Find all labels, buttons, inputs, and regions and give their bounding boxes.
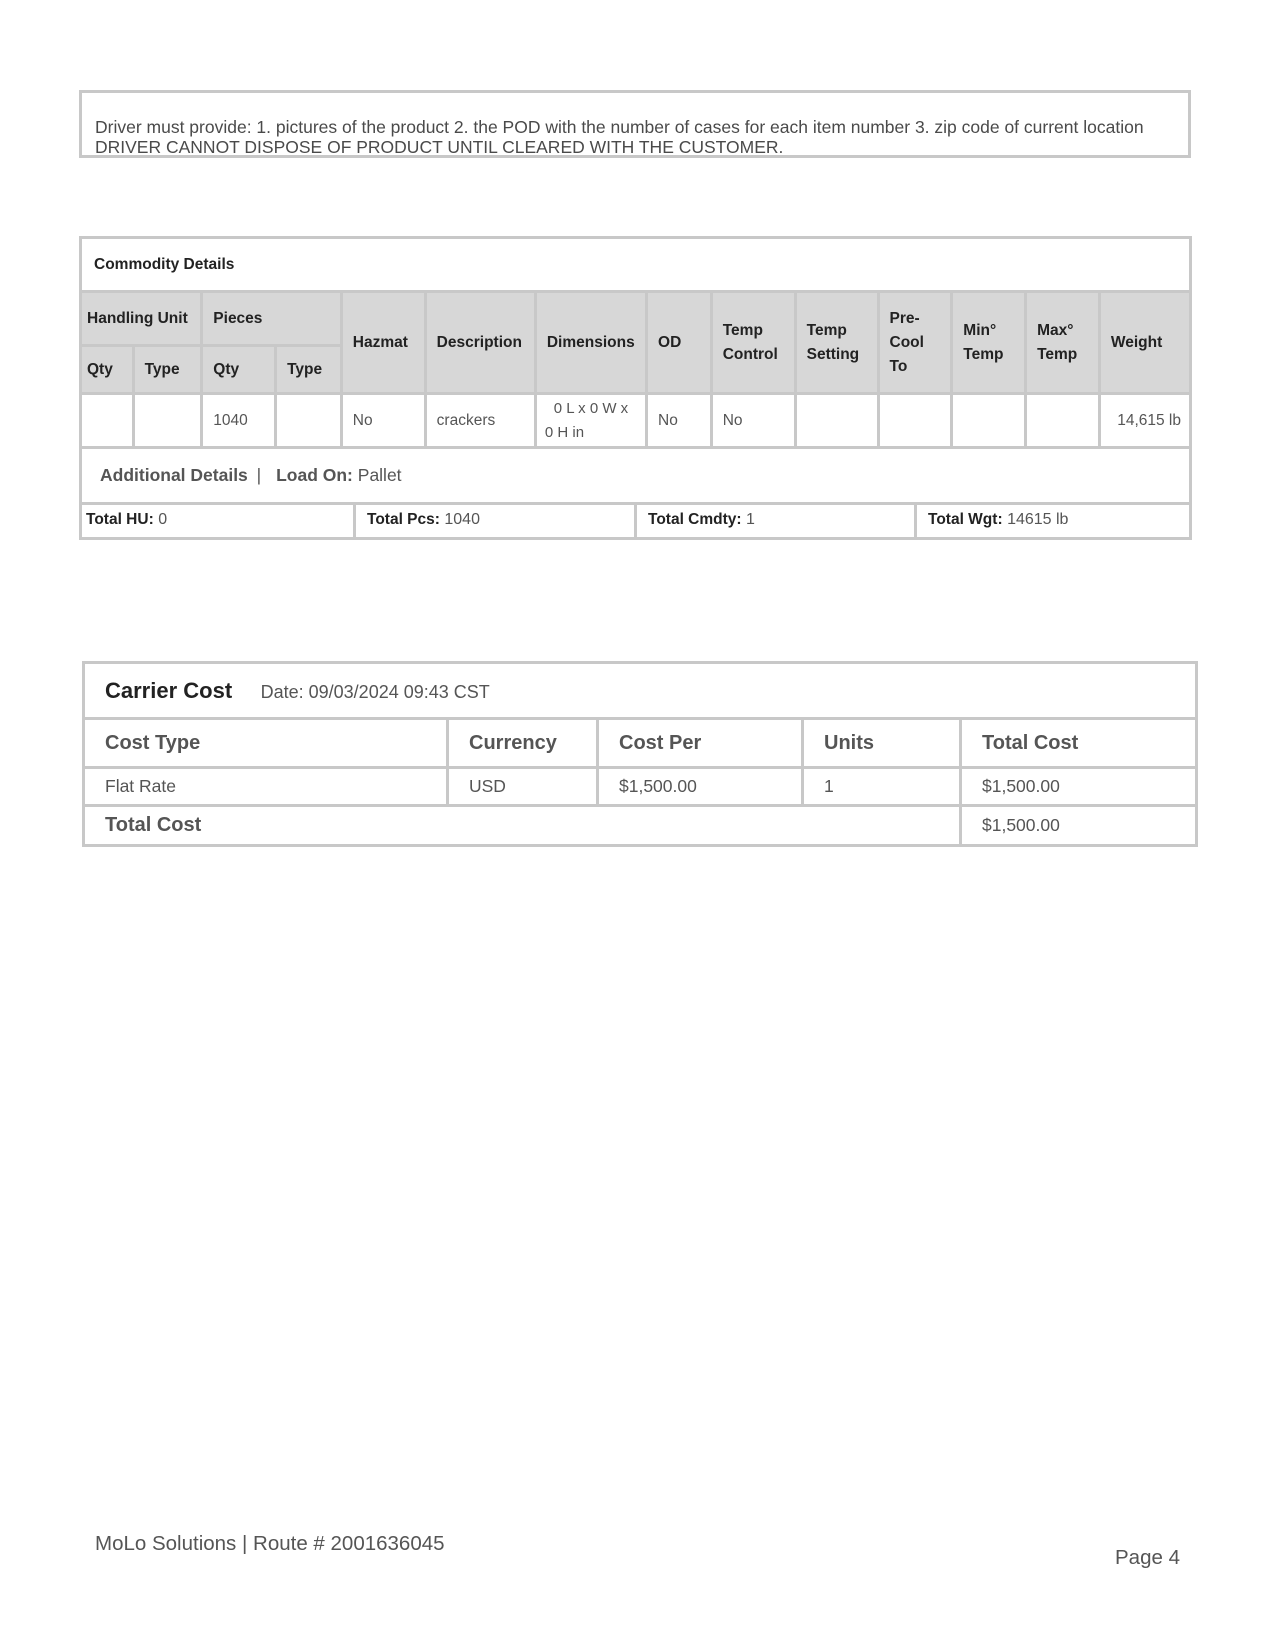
hu-type-cell (133, 394, 202, 448)
driver-instructions-box (79, 90, 1191, 158)
total-wgt-value: 14615 lb (1007, 511, 1069, 528)
cost-per-header: Cost Per (598, 719, 803, 768)
carrier-cost-table (82, 661, 1198, 847)
description-cell: crackers (425, 394, 535, 448)
hu-type-header: Type (133, 346, 202, 394)
min-temp-cell (952, 394, 1026, 448)
commodity-details-table (79, 236, 1192, 540)
total-cmdty-value: 1 (746, 511, 755, 528)
total-wgt (917, 505, 1189, 537)
total-cost-label: Total Cost (84, 806, 961, 846)
total-pcs (356, 505, 637, 537)
max-temp-cell (1026, 394, 1100, 448)
dimensions-header: Dimensions (535, 292, 646, 394)
load-on-label: Load On: (276, 465, 353, 485)
dimensions-line1: 0 L x 0 W x (553, 399, 629, 417)
handling-unit-header: Handling Unit (81, 292, 202, 346)
cost-type-header: Cost Type (84, 719, 448, 768)
additional-details-row (81, 448, 1191, 504)
pre-cool-to-cell (878, 394, 952, 448)
load-on-value: Pallet (357, 465, 402, 485)
pcs-type-header: Type (276, 346, 342, 394)
weight-cell: 14,615 lb (1099, 394, 1190, 448)
carrier-cost-title: Carrier Cost (105, 677, 233, 703)
total-pcs-label: Total Pcs: (367, 511, 440, 528)
commodity-totals-row (81, 504, 1191, 539)
driver-instructions-text: Driver must provide: 1. pictures of the product 2. the POD with the number of cases for each item number 3. zip code of current location DRIVER CANNOT DISPOSE OF PRODUCT UNTIL CLEARED WITH THE CUSTOMER. (95, 117, 1144, 157)
total-cost-cell: $1,500.00 (961, 768, 1197, 806)
units-header: Units (803, 719, 961, 768)
temp-control-cell: No (711, 394, 795, 448)
total-cost-header: Total Cost (961, 719, 1197, 768)
hazmat-cell: No (341, 394, 425, 448)
pieces-header: Pieces (202, 292, 341, 346)
currency-header: Currency (448, 719, 598, 768)
total-cmdty-label: Total Cmdty: (648, 511, 742, 528)
carrier-cost-date: Date: 09/03/2024 09:43 CST (260, 681, 490, 702)
od-header: OD (647, 292, 712, 394)
hu-qty-header: Qty (81, 346, 134, 394)
max-temp-header: Max° Temp (1026, 292, 1100, 394)
total-wgt-label: Total Wgt: (928, 511, 1003, 528)
pcs-qty-cell: 1040 (202, 394, 276, 448)
hazmat-header: Hazmat (341, 292, 425, 394)
total-pcs-value: 1040 (444, 511, 480, 528)
page-number: Page 4 (1115, 1546, 1180, 1569)
pcs-type-cell (276, 394, 342, 448)
temp-setting-cell (795, 394, 878, 448)
carrier-cost-header (84, 663, 1197, 719)
total-hu-value: 0 (158, 511, 168, 528)
total-cmdty (637, 505, 917, 537)
weight-header: Weight (1099, 292, 1190, 394)
dimensions-line2: 0 H in (544, 423, 585, 441)
pre-cool-to-header: Pre-Cool To (878, 292, 952, 394)
commodity-details-title (81, 238, 1191, 292)
min-temp-header: Min° Temp (952, 292, 1026, 394)
temp-setting-header: Temp Setting (795, 292, 878, 394)
hu-qty-cell (81, 394, 134, 448)
additional-details-label: Additional Details (100, 465, 248, 485)
pcs-qty-header: Qty (202, 346, 276, 394)
total-hu-label: Total HU: (86, 511, 154, 528)
total-hu (82, 505, 356, 537)
additional-details-separator: | (256, 465, 262, 485)
commodity-row (81, 394, 1191, 448)
temp-control-header: Temp Control (711, 292, 795, 394)
cost-per-cell: $1,500.00 (598, 768, 803, 806)
units-cell: 1 (803, 768, 961, 806)
od-cell: No (647, 394, 712, 448)
currency-cell: USD (448, 768, 598, 806)
cost-type-cell: Flat Rate (84, 768, 448, 806)
commodity-title-text: Commodity Details (94, 255, 235, 273)
total-cost-value: $1,500.00 (961, 806, 1197, 846)
cost-row (84, 768, 1197, 806)
footer-route: MoLo Solutions | Route # 2001636045 (95, 1532, 445, 1555)
description-header: Description (425, 292, 535, 394)
dimensions-cell (535, 394, 646, 448)
